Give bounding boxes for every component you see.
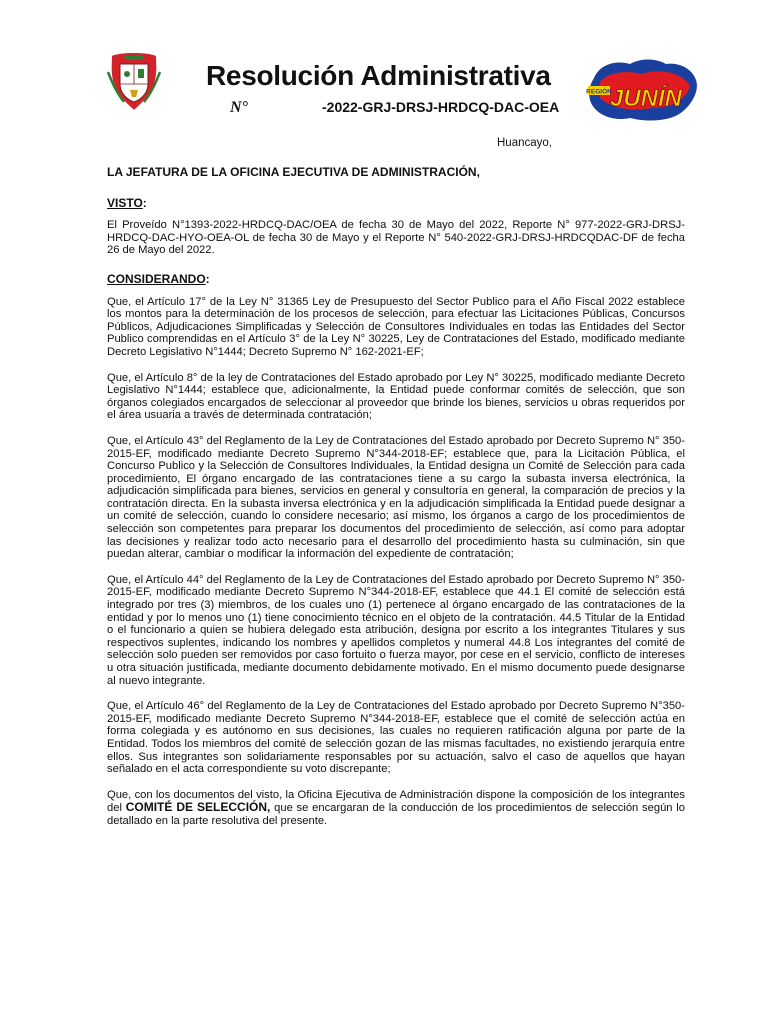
- considerando-paragraph-6: [107, 789, 685, 828]
- document-body: [107, 166, 685, 841]
- considerando-label: CONSIDERANDO: [107, 271, 206, 286]
- final-paragraph-start: Que, con los documentos del visto, la Oficina Ejecutiva de Administración dispone la composición de los integrantes del: [107, 788, 685, 815]
- resolution-number: [230, 99, 560, 117]
- considerando-paragraph-5: Que, el Artículo 46° del Reglamento de la Ley de Contrataciones del Estado aprobado por Decreto Supremo N°350-2015-EF, modificado mediante Decreto Supremo N°344-2018-EF, establece que el comité de selección actúa en forma colegiada y es autónomo en sus decisiones, las cuales no requieren ratificación alguna por parte de la Entidad. Todos los miembros del comité de selección gozan de las mismas facultades, no existiendo jerarquía entre ellos. Sus integrantes son solidariamente responsables por su actuación, salvo el caso de aquellos que hayan señalado en el acta correspondiente su voto discrepante;: [107, 700, 685, 776]
- considerando-paragraph-1: Que, el Artículo 17° de la Ley N° 31365 Ley de Presupuesto del Sector Publico para el Año Fiscal 2022 establece los montos para la determinación de los procesos de selección, para efectuar las Licitaciones Públicas, Concursos Públicos, Adjudicaciones Simplificadas y Selección de Consultores Individuales en todas las Entidades del Sector Publico comprendidas en el Artículo 3° de la Ley N° 30225, Ley de Contrataciones del Estado, modificado mediante Decreto Legislativo N°1444; Decreto Supremo N° 162-2021-EF;: [107, 295, 685, 358]
- authority-heading: [107, 166, 685, 179]
- logo-small-text: REGIÓN: [586, 88, 612, 96]
- place-line: Huancayo,: [497, 137, 552, 149]
- region-junin-logo: [586, 56, 700, 124]
- considerando-paragraph-3: Que, el Artículo 43° del Reglamento de la Ley de Contrataciones del Estado aprobado por Decreto Supremo N° 350-2015-EF, modificado mediante Decreto Supremo N°344-2018-EF; establece que, para la Licitación Pública, el Concurso Publico y la Selección de Consultores Individuales, la Entidad designa un Comité de Selección para cada procedimiento, El órgano encargado de las contrataciones tiene a su cargo la subasta inversa electrónica, la adjudicación simplificada para bienes, servicios en general y consultoría en general, la comparación de precios y la contratación directa. En la subasta inversa electrónica y en la adjudicación simplificada la Entidad puede designar a un comité de selección, cuando lo considere necesario; así mismo, los órganos a cargo de los procedimientos de selección son competentes para preparar los documentos del procedimiento de selección, así como para adoptar las decisiones y realizar todo acto necesario para el desarrollo del procedimiento hasta su culminación, sin que puedan alterar, cambiar o modificar la información del expediente de contratación;: [107, 434, 685, 561]
- comite-seleccion-emphasis: COMITÉ DE SELECCIÓN,: [125, 800, 271, 815]
- visto-paragraph: El Proveído N°1393-2022-HRDCQ-DAC/OEA de fecha 30 de Mayo del 2022, Reporte N° 977-2022-GRJ-DRSJ-HRDCQ-DAC-HYO-OEA-OL de fecha 30 de Mayo y el Reporte N° 540-2022-GRJ-DRSJ-HRDCQDAC-DF de fecha 26 de Mayo del 2022.: [107, 219, 685, 257]
- considerando-heading: [107, 273, 685, 286]
- considerando-suffix: :: [205, 271, 210, 286]
- peru-coat-of-arms-icon: [106, 52, 162, 112]
- considerando-paragraph-4: Que, el Artículo 44° del Reglamento de la Ley de Contrataciones del Estado aprobado por Decreto Supremo N° 350-2015-EF, modificado mediante Decreto Supremo N°344-2018-EF, establece que 44.1 El comité de selección está integrado por tres (3) miembros, de los cuales uno (1) pertenece al órgano encargado de las contrataciones de la entidad y por lo menos uno (1) tiene conocimiento técnico en el objeto de la contratación. 44.5 Titular de la Entidad o el funcionario a quien se hubiera delegado esta atribución, designa por escrito a los integrantes Titulares y sus respectivos suplentes, indicando los nombres y apellidos completos y numeral 44.8 Los integrantes del comité de selección solo pueden ser removidos por caso fortuito o fuerza mayor, por cese en el servicio, conflicto de intereses u otra situación justificada, mediante documento debidamente motivado. En el mismo documento puede designarse al nuevo integrante.: [107, 573, 685, 687]
- final-paragraph-end: que se encargaran de la conducción de los procedimientos de selección según lo detallado en la parte resolutiva del presente.: [107, 802, 685, 827]
- considerando-paragraph-2: Que, el Artículo 8° de la ley de Contrataciones del Estado aprobado por Ley N° 30225, modificado mediante Decreto Legislativo N°1444; establece que, adicionalmente, la Entidad puede conformar comités de selección, que son órganos colegiados encargados de seleccionar al proveedor que brinde los bienes, servicios u obras requeridos por el área usuaria a través de determinada contratación;: [107, 371, 685, 422]
- number-prefix: N°: [230, 99, 248, 116]
- number-code: -2022-GRJ-DRSJ-HRDCQ-DAC-OEA: [322, 99, 560, 115]
- visto-heading: [107, 197, 685, 210]
- authority-text: LA JEFATURA DE LA OFICINA EJECUTIVA DE ADMINISTRACIÓN: [107, 165, 477, 179]
- visto-suffix: :: [142, 195, 147, 210]
- document-title: Resolución Administrativa: [206, 60, 551, 91]
- authority-suffix: ,: [476, 165, 480, 179]
- logo-text: JUNÍN: [609, 85, 683, 112]
- visto-label: VISTO: [107, 195, 143, 210]
